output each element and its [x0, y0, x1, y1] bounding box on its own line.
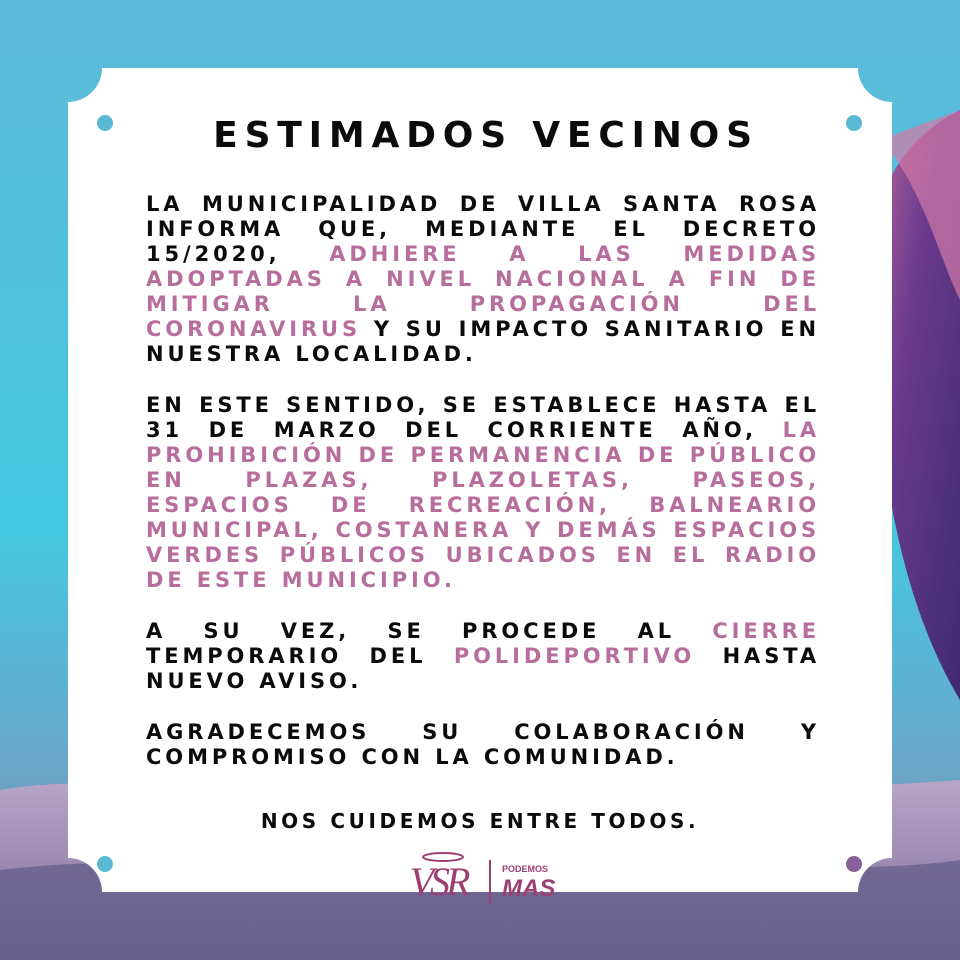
paragraph-closure-highlight-polideportivo: POLIDEPORTIVO — [453, 644, 696, 668]
paragraph-closure-end: HASTA NUEVO AVISO. — [146, 644, 820, 693]
pin-dot-top-right — [846, 115, 862, 131]
paragraph-closure-mid: TEMPORARIO DEL — [146, 644, 454, 668]
paragraph-closure-highlight-cierre: CIERRE — [712, 619, 820, 643]
paragraph-decree-intro: LA MUNICIPALIDAD DE VILLA SANTA ROSA INFORMA QUE, MEDIANTE EL DECRETO 15/2020, — [146, 192, 820, 266]
paragraph-closure — [146, 619, 820, 694]
paragraph-decree-highlight: ADHIERE A LAS MEDIDAS ADOPTADAS A NIVEL NACIONAL A FIN DE MITIGAR LA PROPAGACIÓN DEL CORONAVIRUS — [146, 242, 820, 341]
pin-dot-bottom-left — [97, 856, 113, 872]
logo-tag-top: PODEMOS — [502, 864, 549, 874]
pin-dot-bottom-right — [846, 856, 862, 872]
notice-title: ESTIMADOS VECINOS — [213, 115, 759, 156]
notice-content — [146, 112, 820, 770]
paragraph-prohibition — [146, 393, 820, 593]
logo-tag-bottom: MAS — [502, 875, 556, 902]
logo-monogram: VSR — [409, 859, 467, 904]
paragraph-thanks: AGRADECEMOS SU COLABORACIÓN Y COMPROMISO CON LA COMUNIDAD. — [146, 720, 820, 769]
municipality-logo — [398, 850, 568, 910]
closing-line: NOS CUIDEMOS ENTRE TODOS. — [260, 809, 700, 833]
paragraph-closure-intro: A SU VEZ, SE PROCEDE AL — [146, 619, 713, 643]
paragraph-decree-end: Y SU IMPACTO SANITARIO EN NUESTRA LOCALIDAD. — [146, 317, 820, 366]
paragraph-prohibition-intro: EN ESTE SENTIDO, SE ESTABLECE HASTA EL 31 DE MARZO DEL CORRIENTE AÑO, — [146, 393, 820, 442]
paragraph-prohibition-highlight: LA PROHIBICIÓN DE PERMANENCIA DE PÚBLICO EN PLAZAS, PLAZOLETAS, PASEOS, ESPACIOS DE RECREACIÓN, BALNEARIO MUNICIPAL, COSTANERA Y DEMÁS ESPACIOS VERDES PÚBLICOS UBICADOS EN EL RADIO DE ESTE MUNICIPIO. — [146, 418, 820, 592]
pin-dot-top-left — [97, 115, 113, 131]
paragraph-decree — [146, 192, 820, 367]
